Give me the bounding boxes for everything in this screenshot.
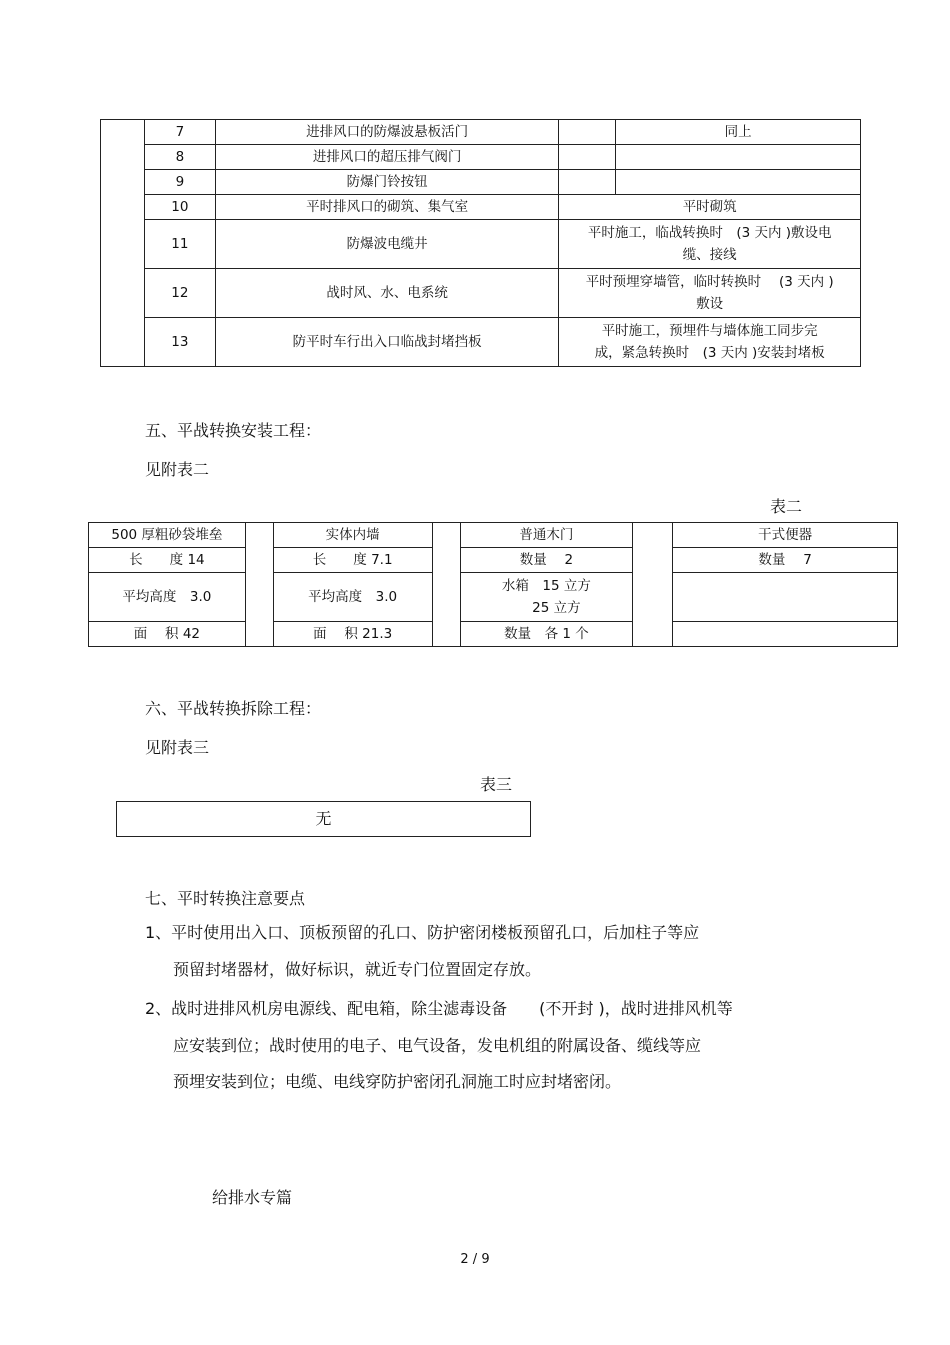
table-row [89,548,898,573]
removal-table [116,801,531,837]
note-1-line: 预留封堵器材，做好标识，就近专门位置固定存放。 [173,959,542,979]
inner-wall-header: 实体内墙 [273,523,432,548]
conversion-items-table [100,119,861,367]
wood-door-header: 普通木门 [460,523,633,548]
section-5-heading: 五、平战转换安装工程： [145,421,322,440]
row-blank [559,170,616,195]
water-tank-line: 25 立方 [532,600,581,616]
row-item: 进排风口的防爆波悬板活门 [215,120,559,145]
section-6-heading: 六、平战转换拆除工程： [145,699,322,718]
row-item: 防平时车行出入口临战封堵挡板 [215,318,559,367]
inner-wall-height: 平均高度 3.0 [273,573,432,622]
note-line: 成，紧急转换时 (3 天内 )安装封堵板 [594,345,825,361]
inner-wall-length: 长 度 7.1 [273,548,432,573]
water-tank-line: 水箱 15 立方 [501,578,591,594]
note-2-line: 预埋安装到位；电缆、电线穿防护密闭孔洞施工时应封堵密闭。 [173,1072,622,1091]
sandbag-height: 平均高度 3.0 [89,573,246,622]
dry-toilet-blank [673,573,898,622]
water-tank-cell [460,573,633,622]
gap-cell [432,523,460,647]
note-line: 平时预埋穿墙管，临时转换时 (3 天内 ) [585,274,834,290]
table-row [89,523,898,548]
table-3-caption: 表三 [480,775,513,794]
dry-toilet-quantity: 数量 7 [673,548,898,573]
row-number: 12 [144,269,215,318]
note-line: 平时施工，临战转换时 (3 天内 )敷设电 [587,225,832,241]
row-item: 防爆门铃按钮 [215,170,559,195]
row-blank [559,145,616,170]
note-1-line: 1、平时使用出入口、顶板预留的孔口、防护密闭楼板预留孔口，后加柱子等应 [145,923,700,942]
note-2-line: 应安装到位；战时使用的电子、电气设备，发电机组的附属设备、缆线等应 [173,1035,702,1055]
section-6-ref: 见附表三 [145,738,210,757]
row-item: 进排风口的超压排气阀门 [215,145,559,170]
note-line: 平时施工，预埋件与墙体施工同步完 [601,323,818,339]
row-item: 防爆波电缆井 [215,220,559,269]
table-row [101,195,861,220]
row-note: 平时砌筑 [559,195,861,220]
note-1 [145,915,845,988]
row-number: 9 [144,170,215,195]
row-number: 7 [144,120,215,145]
row-note [559,318,861,367]
note-line: 敷设 [696,296,724,312]
table-row [89,573,898,622]
row-note [559,269,861,318]
dry-toilet-header: 干式便器 [673,523,898,548]
row-number: 10 [144,195,215,220]
category-cell [101,120,145,367]
note-2 [145,991,845,1101]
note-line: 缆、接线 [682,247,737,263]
section-7-heading: 七、平时转换注意要点 [145,889,306,908]
row-note: 同上 [616,120,861,145]
table-row [101,145,861,170]
sandbag-area: 面 积 42 [89,622,246,647]
dry-toilet-blank [673,622,898,647]
row-blank [559,120,616,145]
table-2-caption: 表二 [770,497,803,516]
gap-cell [633,523,673,647]
water-tank-quantity: 数量 各 1 个 [460,622,633,647]
gap-cell [245,523,273,647]
row-number: 13 [144,318,215,367]
row-item: 战时风、水、电系统 [215,269,559,318]
table-row [117,802,531,837]
note-2-line: 2、战时进排风机房电源线、配电箱，除尘滤毒设备 (不开封 )，战时进排风机等 [145,999,733,1018]
table-row [101,120,861,145]
table-row [101,170,861,195]
removal-cell: 无 [117,802,531,837]
row-note [616,170,861,195]
section-5-ref: 见附表二 [145,460,210,479]
table-row [101,269,861,318]
wood-door-quantity: 数量 2 [460,548,633,573]
row-note [559,220,861,269]
table-row [101,220,861,269]
inner-wall-area: 面 积 21.3 [273,622,432,647]
row-item: 平时排风口的砌筑、集气室 [215,195,559,220]
installation-table [88,522,898,647]
page-number: 2 / 9 [460,1252,490,1267]
sandbag-header: 500 厚粗砂袋堆垒 [89,523,246,548]
section-title: 给排水专篇 [212,1188,293,1207]
sandbag-length: 长 度 14 [89,548,246,573]
table-row [89,622,898,647]
table-row [101,318,861,367]
row-number: 8 [144,145,215,170]
row-note [616,145,861,170]
row-number: 11 [144,220,215,269]
